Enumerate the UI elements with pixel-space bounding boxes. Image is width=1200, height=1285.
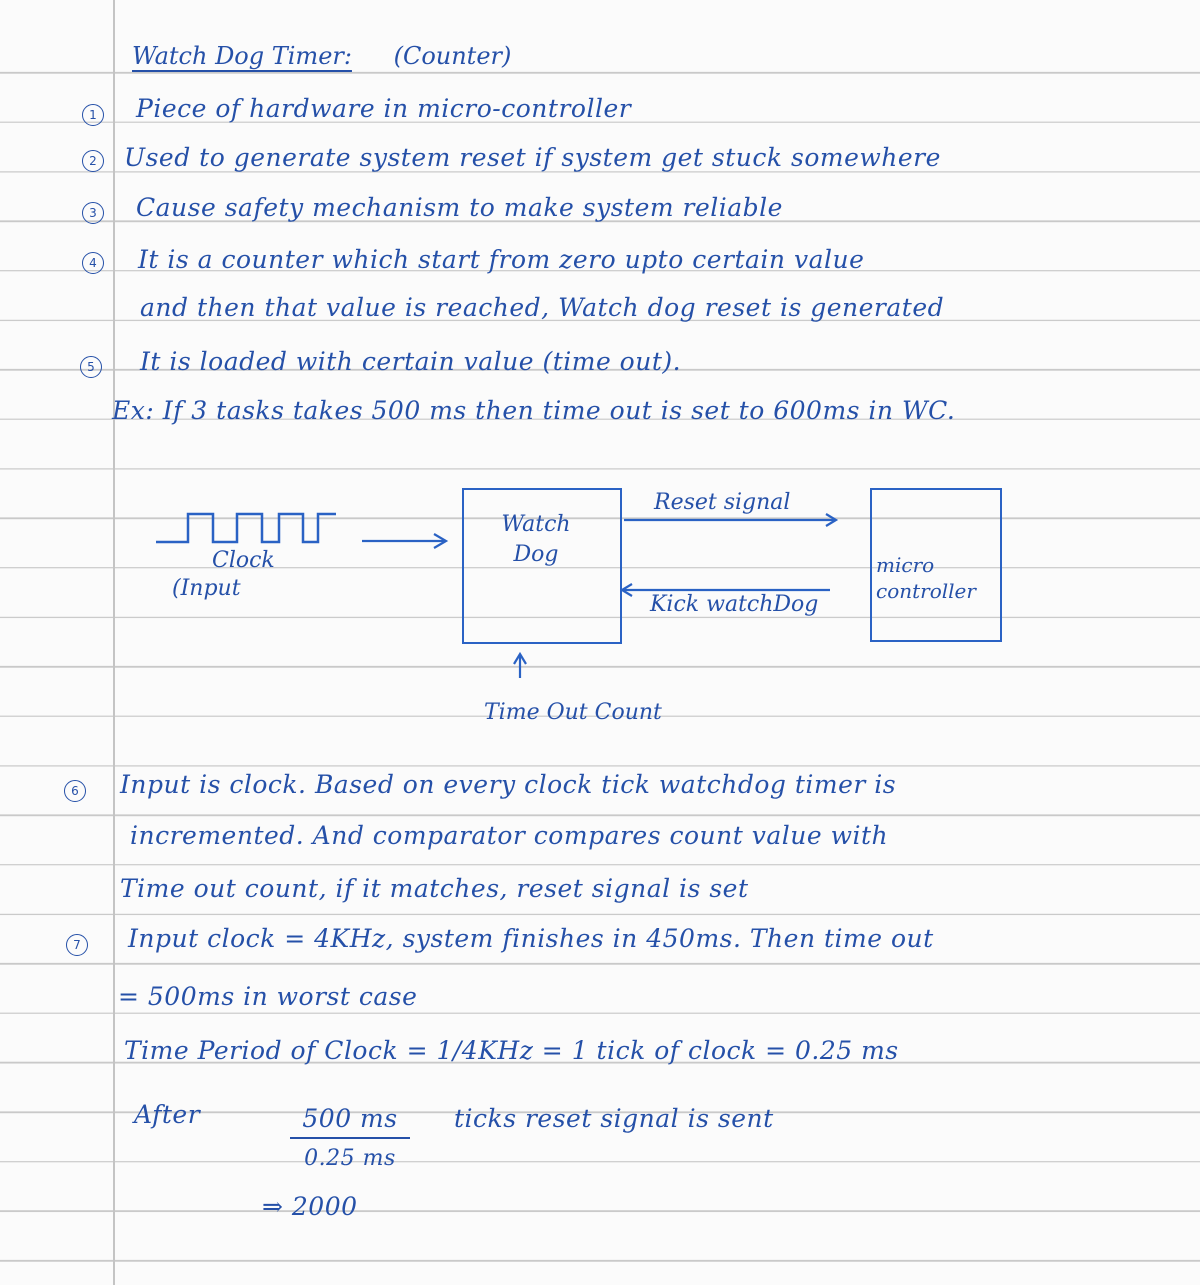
number-badge: 3 bbox=[82, 202, 104, 224]
fraction-denominator: 0.25 ms bbox=[304, 1146, 396, 1171]
note-line: incremented. And comparator compares count value with bbox=[130, 821, 889, 850]
note-line: Time out count, if it matches, reset signal is set bbox=[120, 874, 749, 903]
timeout-count-label: Time Out Count bbox=[484, 700, 662, 725]
note-line: = 500ms in worst case bbox=[118, 982, 418, 1011]
number-badge: 2 bbox=[82, 150, 104, 172]
after-label: After bbox=[134, 1100, 201, 1129]
number-badge: 4 bbox=[82, 252, 104, 274]
number-badge: 6 bbox=[64, 780, 86, 802]
title-main: Watch Dog Timer: bbox=[132, 42, 352, 70]
clock-waveform bbox=[156, 514, 336, 542]
note-line: Input clock = 4KHz, system finishes in 450ms. Then time out bbox=[128, 924, 934, 953]
number-badge: 5 bbox=[80, 356, 102, 378]
example-line: Ex: If 3 tasks takes 500 ms then time out is set to 600ms in WC. bbox=[112, 396, 956, 425]
watchdog-label: Watch Dog bbox=[501, 512, 571, 567]
reset-signal-label: Reset signal bbox=[654, 490, 791, 515]
note-line: Cause safety mechanism to make system reliable bbox=[136, 193, 783, 222]
result-text: ⇒ 2000 bbox=[262, 1192, 358, 1221]
kick-watchdog-label: Kick watchDog bbox=[650, 592, 819, 617]
note-line: and then that value is reached, Watch dog reset is generated bbox=[140, 293, 945, 322]
number-badge: 7 bbox=[66, 934, 88, 956]
note-line: It is a counter which start from zero upto certain value bbox=[138, 245, 865, 274]
note-line: It is loaded with certain value (time out). bbox=[140, 347, 682, 376]
ticks-text: ticks reset signal is sent bbox=[454, 1104, 774, 1133]
title-sub: (Counter) bbox=[393, 42, 512, 70]
note-line: Time Period of Clock = 1/4KHz = 1 tick of clock = 0.25 ms bbox=[124, 1036, 899, 1065]
note-line: Input is clock. Based on every clock tick watchdog timer is bbox=[120, 770, 897, 799]
microcontroller-label: micro controller bbox=[876, 553, 976, 603]
note-line: Used to generate system reset if system get stuck somewhere bbox=[124, 143, 941, 172]
input-label: (Input bbox=[172, 576, 241, 601]
note-line: Piece of hardware in micro-controller bbox=[136, 94, 632, 123]
clock-label: Clock bbox=[212, 548, 275, 573]
fraction-numerator: 500 ms bbox=[302, 1104, 398, 1133]
number-badge: 1 bbox=[82, 104, 104, 126]
